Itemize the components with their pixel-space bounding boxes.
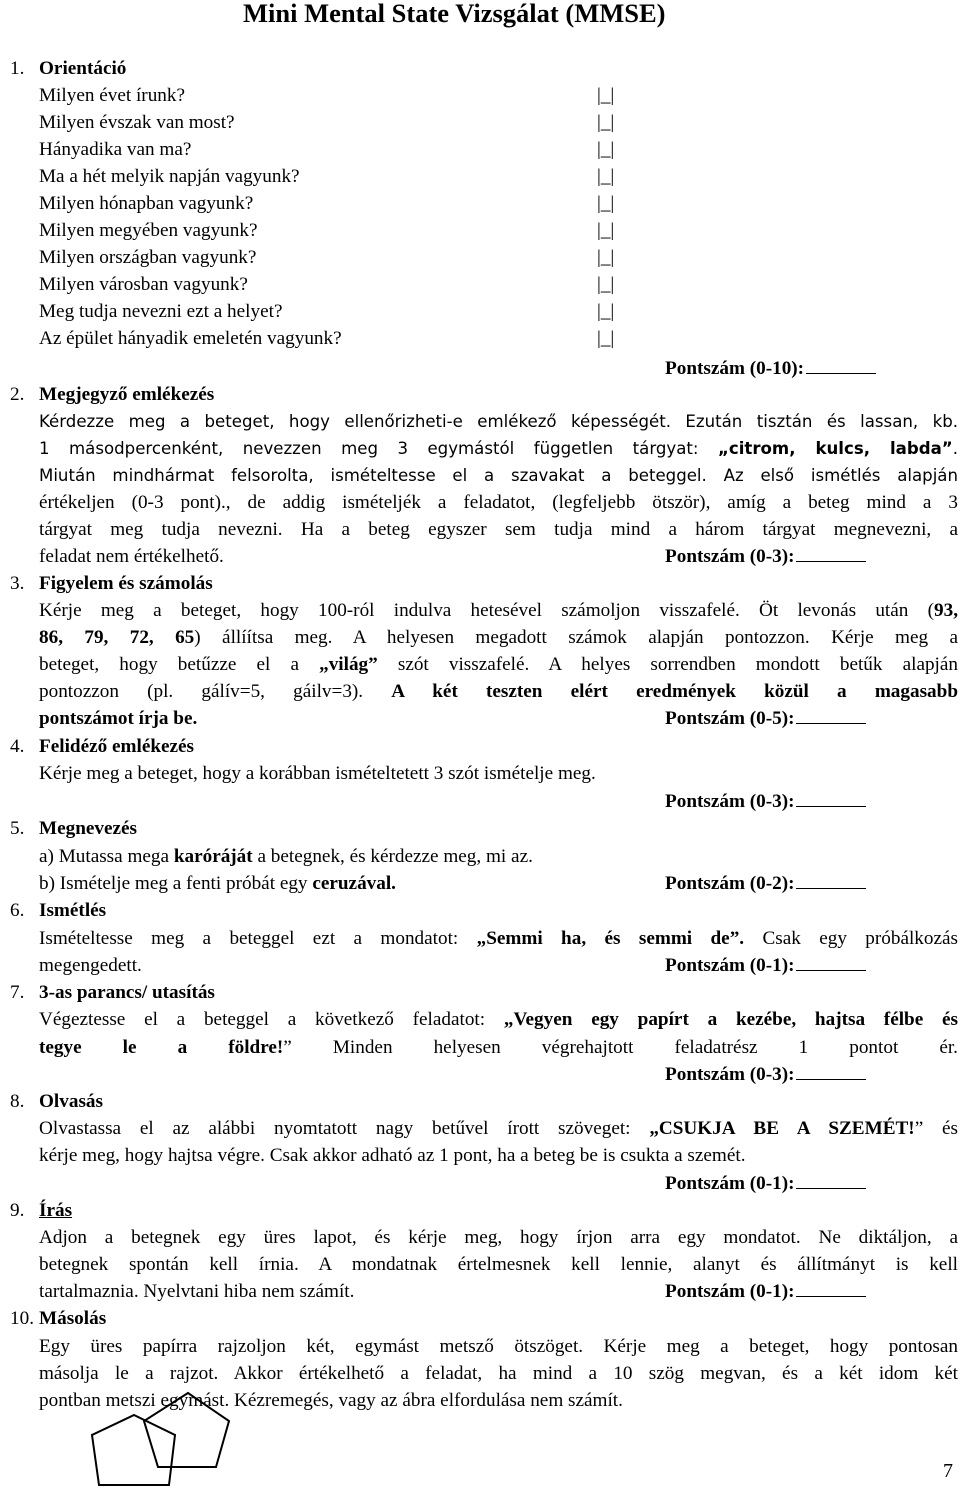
section-number: 6. (10, 900, 25, 921)
paragraph-line: b) Ismételje meg a fenti próbát egy ceruzával. (39, 873, 396, 894)
orientation-question: Milyen évet írunk? (39, 85, 185, 106)
paragraph-line: pontszámot írja be. (39, 708, 198, 729)
section-number: 3. (10, 573, 25, 594)
section-number: 5. (10, 818, 25, 839)
section-number: 2. (10, 384, 25, 405)
paragraph-line: Olvastassa el az alábbi nyomtatott nagy betűvel írott szöveget: „CSUKJA BE A SZEMÉT!” és (39, 1118, 958, 1139)
answer-box[interactable]: |_| (597, 166, 615, 187)
paragraph-line: Egy üres papírra rajzoljon két, egymást metsző ötszöget. Kérje meg a beteget, hogy pontosan (39, 1336, 958, 1357)
orientation-question: Hányadika van ma? (39, 139, 192, 160)
section-heading-copying: Másolás (39, 1308, 107, 1329)
score-blank[interactable] (796, 545, 866, 562)
score-label-command: Pontszám (0-3): (665, 1061, 866, 1088)
orientation-question: Meg tudja nevezni ezt a helyet? (39, 301, 283, 322)
paragraph-line: kérje meg, hogy hajtsa végre. Csak akkor adható az 1 pont, ha a beteg be is csukta a szemét. (39, 1145, 746, 1166)
section-heading-reading: Olvasás (39, 1091, 103, 1112)
orientation-question: Milyen városban vagyunk? (39, 274, 248, 295)
score-blank[interactable] (796, 1280, 866, 1297)
paragraph-line: a) Mutassa mega karóráját a betegnek, és kérdezze meg, mi az. (39, 846, 533, 867)
orientation-question: Milyen megyében vagyunk? (39, 220, 258, 241)
answer-box[interactable]: |_| (597, 85, 615, 106)
section-number: 1. (10, 58, 25, 79)
paragraph-line: pontban metszi egymást. Kézremegés, vagy az ábra elfordulása nem számít. (39, 1390, 623, 1411)
paragraph-line: pontozzon (pl. gálív=5, gáilv=3). A két teszten elért eredmények közül a magasabb (39, 681, 958, 702)
section-heading-orientation: Orientáció (39, 58, 127, 79)
paragraph-line: tárgyat meg tudja nevezni. Ha a beteg egyszer sem tudja mind a három tárgyat megnevezni, a (39, 519, 958, 540)
paragraph-line: beteget, hogy betűzze el a „világ” szót visszafelé. A helyes sorrendben mondott betűk alapján (39, 654, 958, 675)
orientation-question: Ma a hét melyik napján vagyunk? (39, 166, 300, 187)
answer-box[interactable]: |_| (597, 328, 615, 349)
section-heading-writing: Írás (39, 1200, 73, 1221)
section-number: 7. (10, 982, 25, 1003)
pentagon-right (144, 1393, 229, 1467)
section-number: 4. (10, 736, 25, 757)
answer-box[interactable]: |_| (597, 112, 615, 133)
score-label-recall: Pontszám (0-3): (665, 788, 866, 815)
score-blank[interactable] (796, 707, 866, 724)
score-label-registration: Pontszám (0-3): (665, 543, 866, 570)
section-heading-recall: Felidéző emlékezés (39, 736, 195, 757)
paragraph-line: tegye le a földre!” Minden helyesen végrehajtott feladatrész 1 pontot ér. (39, 1037, 958, 1058)
page-number: 7 (943, 1460, 953, 1482)
score-blank[interactable] (796, 1063, 866, 1080)
score-label-orientation: Pontszám (0-10): (665, 355, 876, 382)
section-heading-registration: Megjegyző emlékezés (39, 384, 215, 405)
page-title: Mini Mental State Vizsgálat (MMSE) (243, 0, 666, 28)
paragraph-line: Adjon a betegnek egy üres lapot, és kérje meg, hogy írjon arra egy mondatot. Ne diktáljon, a (39, 1227, 958, 1248)
answer-box[interactable]: |_| (597, 193, 615, 214)
intersecting-pentagons-figure (86, 1385, 246, 1500)
answer-box[interactable]: |_| (597, 139, 615, 160)
section-number: 8. (10, 1091, 25, 1112)
paragraph-line: tartalmaznia. Nyelvtani hiba nem számít. (39, 1281, 355, 1302)
section-heading-attention: Figyelem és számolás (39, 573, 213, 594)
paragraph-line: Végeztesse el a beteggel a következő feladatot: „Vegyen egy papírt a kezébe, hajtsa félbe és (39, 1009, 958, 1030)
section-number: 10. (10, 1308, 34, 1329)
paragraph-line: 1 másodpercenként, nevezzen meg 3 egymástól független tárgyat: „citrom, kulcs, labda”. (39, 439, 958, 458)
paragraph-line: értékeljen (0-3 pont)., de addig ismételjék a feladatot, (legfeljebb ötször), amíg a beteg mind a 3 (39, 492, 958, 513)
section-heading-naming: Megnevezés (39, 818, 138, 839)
section-number: 9. (10, 1200, 25, 1221)
answer-box[interactable]: |_| (597, 247, 615, 268)
score-label-naming: Pontszám (0-2): (665, 870, 866, 897)
paragraph-line: feladat nem értékelhető. (39, 546, 224, 567)
answer-box[interactable]: |_| (597, 220, 615, 241)
score-blank[interactable] (796, 954, 866, 971)
paragraph-line: betegnek spontán kell írnia. A mondatnak értelmesnek kell lennie, alanyt és állítmányt is kell (39, 1254, 958, 1275)
orientation-question: Milyen évszak van most? (39, 112, 235, 133)
orientation-question: Milyen országban vagyunk? (39, 247, 257, 268)
answer-box[interactable]: |_| (597, 274, 615, 295)
score-label-attention: Pontszám (0-5): (665, 705, 866, 732)
score-label-writing: Pontszám (0-1): (665, 1278, 866, 1305)
score-blank[interactable] (796, 872, 866, 889)
score-label-reading: Pontszám (0-1): (665, 1170, 866, 1197)
paragraph-line: megengedett. (39, 955, 142, 976)
paragraph-line: Kérdezze meg a beteget, hogy ellenőrizheti-e emlékező képességét. Ezután tisztán és lassan, kb. (39, 412, 958, 431)
score-blank[interactable] (806, 357, 876, 374)
pentagon-left (92, 1415, 175, 1485)
paragraph-line: Ismételtesse meg a beteggel ezt a mondatot: „Semmi ha, és semmi de”. Csak egy próbálkozás (39, 928, 958, 949)
paragraph-line: Miután mindhármat felsorolta, ismételtesse el a szavakat a beteggel. Az első ismétlés alapján (39, 466, 958, 485)
orientation-question: Milyen hónapban vagyunk? (39, 193, 254, 214)
paragraph-line: 86, 79, 72, 65) állíítsa meg. A helyesen megadott számok alapján pontozzon. Kérje meg a (39, 627, 958, 648)
score-label-repetition: Pontszám (0-1): (665, 952, 866, 979)
section-heading-repetition: Ismétlés (39, 900, 107, 921)
answer-box[interactable]: |_| (597, 301, 615, 322)
paragraph-line: Kérje meg a beteget, hogy a korábban ismételtetett 3 szót ismételje meg. (39, 763, 596, 784)
orientation-question: Az épület hányadik emeletén vagyunk? (39, 328, 342, 349)
section-heading-command: 3-as parancs/ utasítás (39, 982, 215, 1003)
paragraph-line: Kérje meg a beteget, hogy 100-ról indulva hetesével számoljon visszafelé. Öt levonás után (93, (39, 600, 958, 621)
paragraph-line: másolja le a rajzot. Akkor értékelhető a feladat, ha mind a 10 szög megvan, és a két idom két (39, 1363, 958, 1384)
score-blank[interactable] (796, 1172, 866, 1189)
score-blank[interactable] (796, 790, 866, 807)
